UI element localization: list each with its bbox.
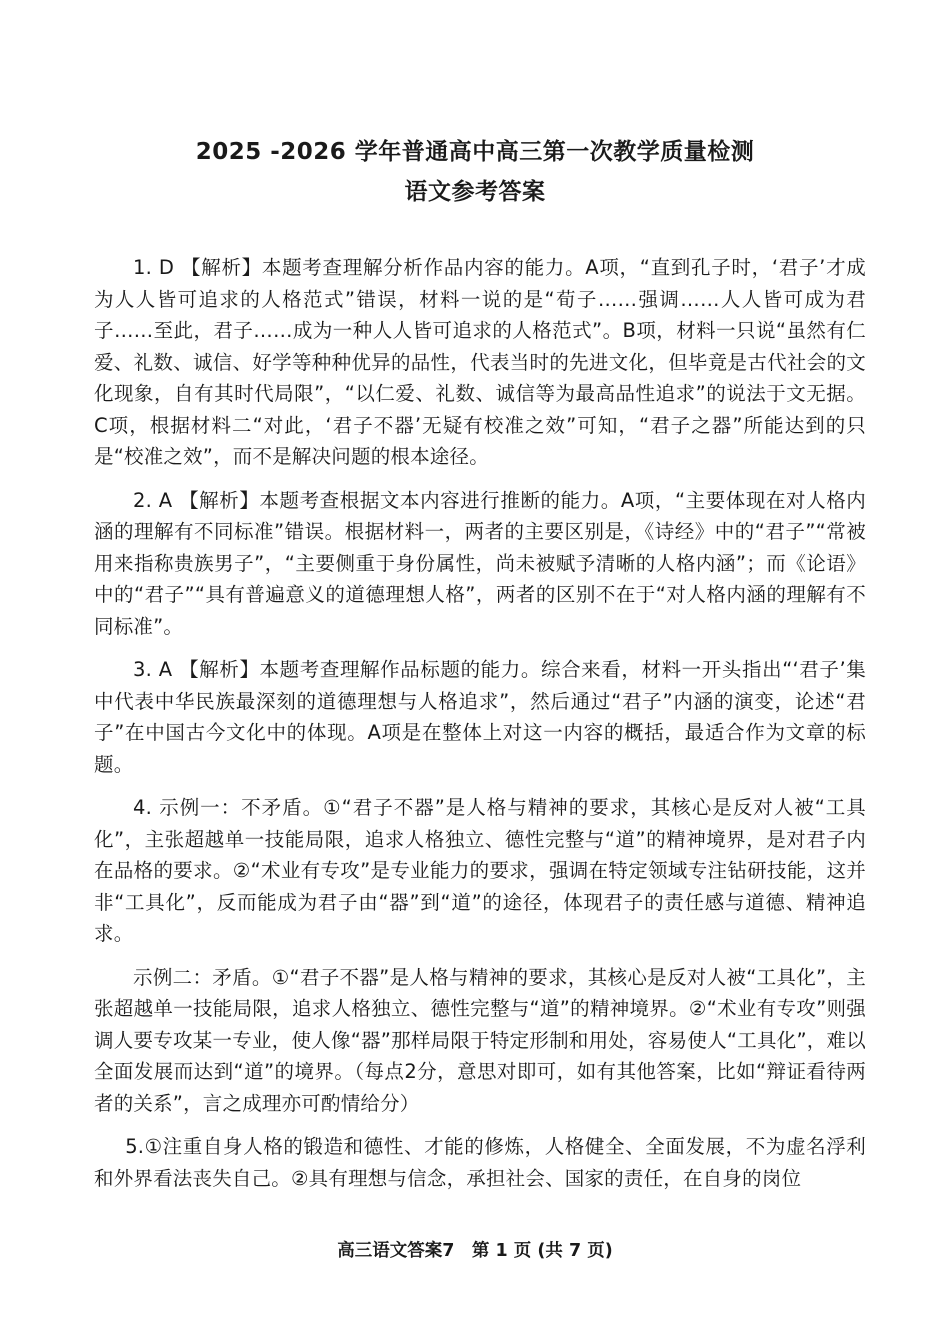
answer-q4-example2: 示例二：矛盾。①“君子不器”是人格与精神的要求，其核心是反对人被“工具化”，主张超越单一技能局限，追求人格独立、德性完整与“道”的精神境界。②“术业有专攻”则强调人要专攻某一专业，使人像“器”那样局限于特定形制和用处，容易使人“工具化”，难以全面发展而达到“道”的境界。（每点2分，意思对即可，如有其他答案，比如“辩证看待两者的关系”，言之成理亦可酌情给分） (94, 965, 866, 1115)
answer-q2: 2. A 【解析】本题考查根据文本内容进行推断的能力。A项，“主要体现在对人格内涵的理解有不同标准”错误。根据材料一，两者的主要区别是，《诗经》中的“君子”“常被用来指称贵族男子”，“主要侧重于身份属性，尚未被赋予清晰的人格内涵”；而《论语》中的“君子”“具有普遍意义的道德理想人格”，两者的区别不在于“对人格内涵的理解有不同标准”。 (94, 488, 866, 638)
page-footer: 高三语文答案7 第 1 页 (共 7 页) (337, 1241, 613, 1261)
answer-body (94, 252, 866, 1206)
answer-key-subtitle: 语文参考答案 (404, 179, 546, 205)
answer-q4-example1: 4. 示例一：不矛盾。①“君子不器”是人格与精神的要求，其核心是反对人被“工具化”，主张超越单一技能局限，追求人格独立、德性完整与“道”的精神境界，是对君子内在品格的要求。②“术业有专攻”是专业能力的要求，强调在特定领域专注钻研技能，这并非“工具化”，反而能成为君子由“器”到“道”的途径，体现君子的责任感与道德、精神追求。 (94, 796, 866, 945)
answer-q5: 5.①注重自身人格的锻造和德性、才能的修炼，人格健全、全面发展，不为虚名浮利和外界看法丧失自己。②具有理想与信念，承担社会、国家的责任，在自身的岗位 (94, 1135, 866, 1190)
exam-title: 2025 -2026 学年普通高中高三第一次教学质量检测 (195, 139, 755, 165)
answer-q3: 3. A 【解析】本题考查理解作品标题的能力。综合来看，材料一开头指出“‘君子’集中代表中华民族最深刻的道德理想与人格追求”，然后通过“君子”内涵的演变，论述“君子”在中国古今文化中的体现。A项是在整体上对这一内容的概括，最适合作为文章的标题。 (94, 658, 866, 776)
answer-q1: 1. D 【解析】本题考查理解分析作品内容的能力。A项，“直到孔子时，‘君子’才成为人人皆可追求的人格范式”错误，材料一说的是“荀子……强调……人人皆可成为君子……至此，君子……成为一种人人皆可追求的人格范式”。B项，材料一只说“虽然有仁爱、礼数、诚信、好学等种种优异的品性，代表当时的先进文化，但毕竟是古代社会的文化现象，自有其时代局限”，“以仁爱、礼数、诚信等为最高品性追求”的说法于文无据。C项，根据材料二“对此，‘君子不器’无疑有校准之效”可知，“君子之器”所能达到的只是“校准之效”，而不是解决问题的根本途径。 (94, 256, 866, 468)
